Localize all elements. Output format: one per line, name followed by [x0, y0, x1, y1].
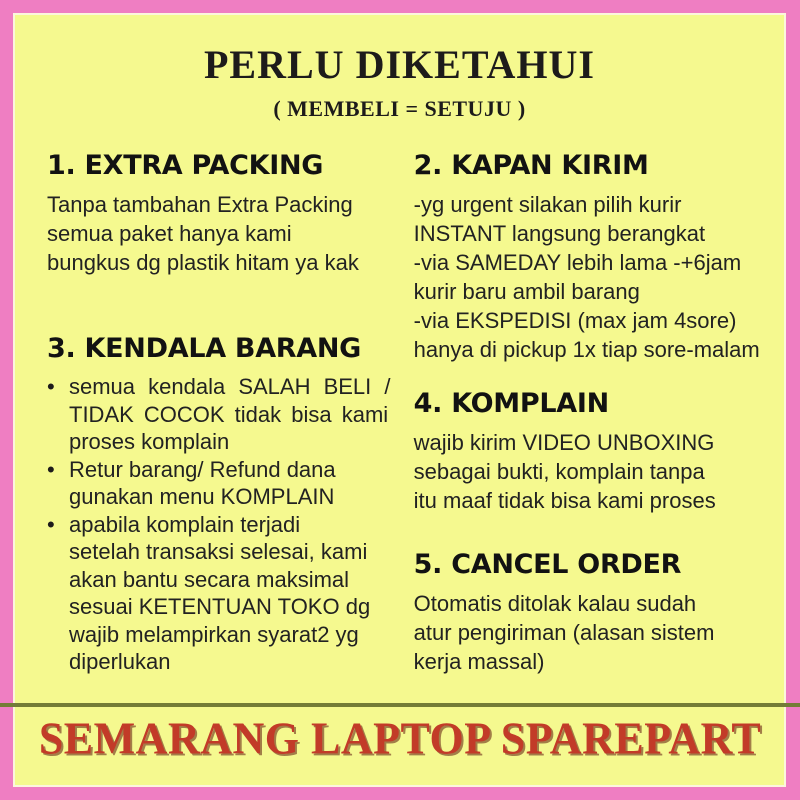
- section-extra-packing: [47, 148, 402, 277]
- body-line: bungkus dg plastik hitam ya kak: [47, 250, 359, 275]
- body-line: apabila komplain terjadi: [69, 511, 301, 537]
- section-heading: 1. EXTRA PACKING: [47, 150, 324, 181]
- shop-name: SEMARANG LAPTOP SPAREPART: [38, 713, 762, 764]
- left-column: [45, 148, 414, 676]
- body-line: kurir baru ambil barang: [413, 279, 640, 304]
- body-line: akan bantu secara maksimal: [69, 566, 350, 592]
- page-title: PERLU DIKETAHUI: [204, 42, 595, 87]
- body-line: wajib kirim VIDEO UNBOXING: [413, 430, 715, 455]
- body-line: setelah transaksi selesai, kami: [69, 539, 368, 564]
- body-line: semua paket hanya kami: [47, 221, 292, 246]
- body-line: diperlukan: [69, 649, 171, 674]
- section-kapan-kirim: [413, 148, 760, 364]
- content-columns: [45, 148, 760, 676]
- footer-divider-line: [0, 703, 800, 707]
- body-line: Retur barang/ Refund dana: [69, 456, 336, 482]
- bullet-item: [47, 373, 402, 456]
- body-line: atur pengiriman (alasan sistem: [413, 620, 715, 645]
- body-line: sebagai bukti, komplain tanpa: [413, 459, 705, 484]
- bullet-icon: •: [47, 511, 55, 537]
- body-line: -via SAMEDAY lebih lama -+6jam: [413, 250, 742, 275]
- section-komplain: [414, 386, 754, 515]
- bullet-list: [47, 373, 402, 676]
- body-line: -via EKSPEDISI (max jam 4sore): [413, 308, 737, 333]
- body-line: wajib melampirkan syarat2 yg: [69, 621, 359, 647]
- section-heading: 5. CANCEL ORDER: [413, 549, 682, 580]
- section-heading: 4. KOMPLAIN: [413, 388, 609, 419]
- bullet-icon: •: [47, 374, 55, 399]
- body-line: gunakan menu KOMPLAIN: [69, 484, 335, 509]
- section-heading: 3. KENDALA BARANG: [47, 333, 362, 364]
- bullet-item: [47, 511, 402, 676]
- body-line: Tanpa tambahan Extra Packing: [47, 192, 353, 217]
- bullet-item: [47, 456, 402, 511]
- poster-paper: [13, 13, 786, 787]
- body-line: proses komplain: [69, 429, 230, 454]
- body-line: TIDAK COCOK tidak bisa kami: [69, 401, 389, 427]
- body-line: sesuai KETENTUAN TOKO dg: [69, 594, 371, 619]
- body-line: semua kendala SALAH BELI /: [69, 374, 391, 399]
- body-line: hanya di pickup 1x tiap sore-malam: [413, 337, 760, 362]
- body-line: INSTANT langsung berangkat: [413, 221, 706, 246]
- bullet-icon: •: [47, 456, 55, 482]
- section-cancel-order: [414, 547, 754, 676]
- right-column: [413, 148, 760, 676]
- page-subtitle: ( MEMBELI = SETUJU ): [273, 96, 526, 121]
- body-line: Otomatis ditolak kalau sudah: [413, 591, 697, 616]
- body-line: -yg urgent silakan pilih kurir: [413, 192, 682, 217]
- body-line: kerja massal): [413, 649, 545, 674]
- section-heading: 2. KAPAN KIRIM: [413, 150, 649, 181]
- section-kendala-barang: [47, 331, 402, 676]
- body-line: itu maaf tidak bisa kami proses: [413, 488, 716, 513]
